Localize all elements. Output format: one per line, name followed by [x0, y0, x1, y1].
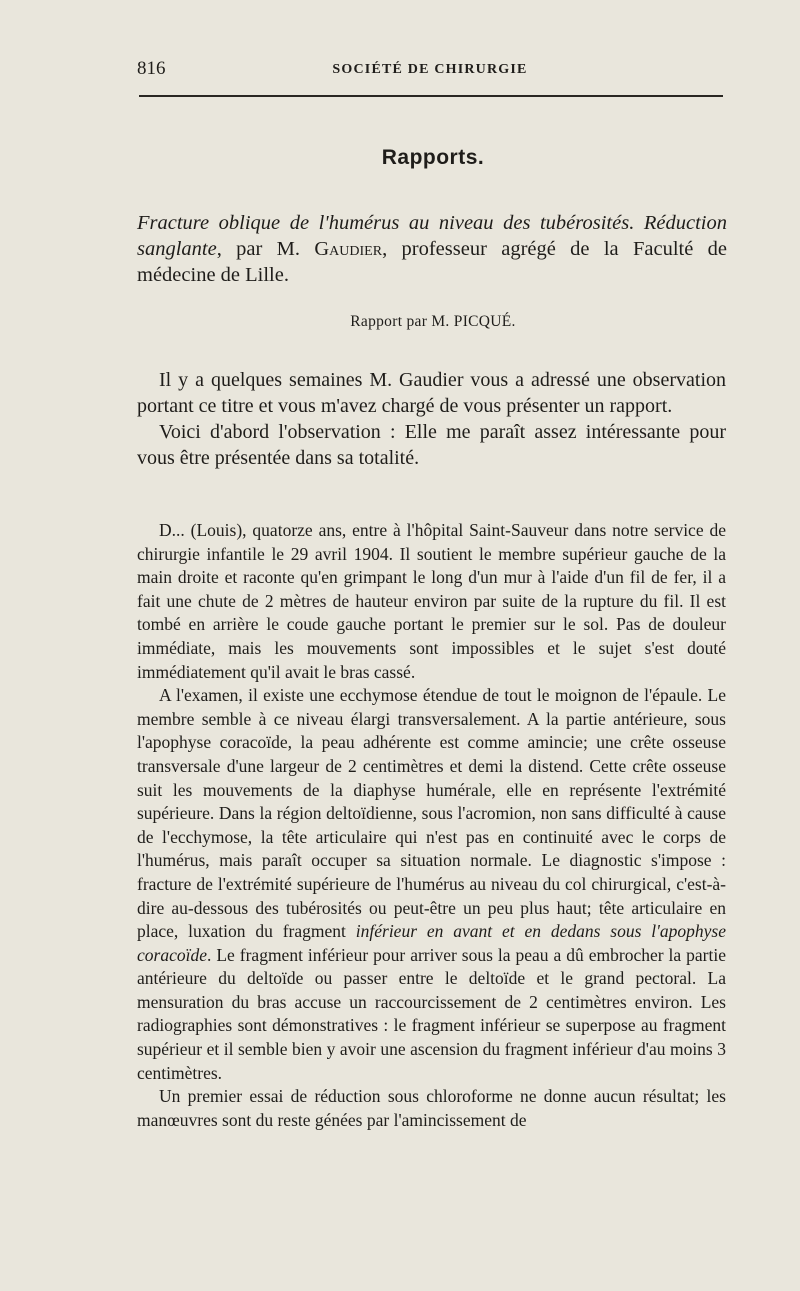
section-heading: Rapports. — [381, 146, 485, 169]
observation-p2-text-after: . Le fragment inférieur pour arriver sous la peau a dû embrocher la partie antérieure du deltoïde ou passer entre le deltoïde et le grand pectoral. La mensuration du bras accuse un raccourcissement de 2 centimètres environ. Les radiographies sont démonstratives : le fragment inférieur se superpose au fragment supérieur et il semble bien y avoir une ascension du fragment inférieur d'au moins 3 centimètres. — [137, 944, 726, 1083]
article-author-rest: , professeur agrégé de la Faculté de médecine de Lille. — [137, 238, 728, 286]
article-title — [137, 210, 727, 288]
journal-title: SOCIÉTÉ DE CHIRURGIE — [332, 62, 528, 77]
intro-paragraph-1: Il y a quelques semaines M. Gaudier vous a adressé une observation portant ce titre et vous m'avez chargé de vous présenter un rapport. — [137, 369, 726, 417]
intro-paragraph-2: Voici d'abord l'observation : Elle me paraît assez intéressante pour vous être présentée dans sa totalité. — [137, 421, 726, 469]
header-rule — [139, 95, 723, 97]
observation-p2-italic: inférieur en avant et en dedans sous l'apophyse coracoïde — [137, 921, 726, 965]
observation-paragraph-1: D... (Louis), quatorze ans, entre à l'hôpital Saint-Sauveur dans notre service de chirurgie infantile le 29 avril 1904. Il soutient le membre supérieur gauche de la main droite et raconte qu'en grimpant le long d'un mur à l'aide d'un fil de fer, il a fait une chute de 2 mètres de hauteur environ par suite de la rupture du fil. Il est tombé en arrière le coude gauche portant le premier sur le sol. Pas de douleur immédiate, mais les mouvements sont impossibles et le sujet s'est douté immédiatement qu'il avait le bras cassé. — [137, 520, 726, 682]
observation-p2-text-before: A l'examen, il existe une ecchymose étendue de tout le moignon de l'épaule. Le membre semble à ce niveau élargi transversalement. A la partie antérieure, sous l'apophyse coracoïde, la peau adhérente est comme amincie; une crête osseuse transversale d'une largeur de 2 centimètres et demi la distend. Cette crête osseuse suit les mouvements de la diaphyse humérale, elle en représente l'extrémité supérieure. Dans la région deltoïdienne, sous l'acromion, non sans difficulté à cause de l'ecchymose, la tête articulaire qui n'est pas en continuité avec le corps de l'humérus, mais paraît occuper sa situation normale. Le diagnostic s'impose : fracture de l'extrémité supérieure de l'humérus au niveau du col chirurgical, c'est-à-dire au-dessous des tubérosités ou peut-être un peu plus haut; tête articulaire en place, luxation du fragment — [137, 685, 726, 942]
observation-paragraph-3: Un premier essai de réduction sous chloroforme ne donne aucun résultat; les manœuvres sont du reste génées par l'amincissement de — [137, 1086, 726, 1130]
report-byline: Rapport par M. PICQUÉ. — [350, 313, 516, 330]
running-head — [137, 58, 723, 84]
article-author: Gaudier — [314, 238, 383, 260]
page-number: 816 — [137, 58, 166, 79]
observation-text — [137, 519, 726, 1132]
intro-text — [137, 367, 726, 471]
article-title-italic: Fracture oblique de l'humérus au niveau des tubérosités. Réduction sanglante — [137, 212, 727, 260]
article-by-prefix: , par M. — [216, 238, 315, 260]
observation-paragraph-2 — [137, 684, 726, 1085]
